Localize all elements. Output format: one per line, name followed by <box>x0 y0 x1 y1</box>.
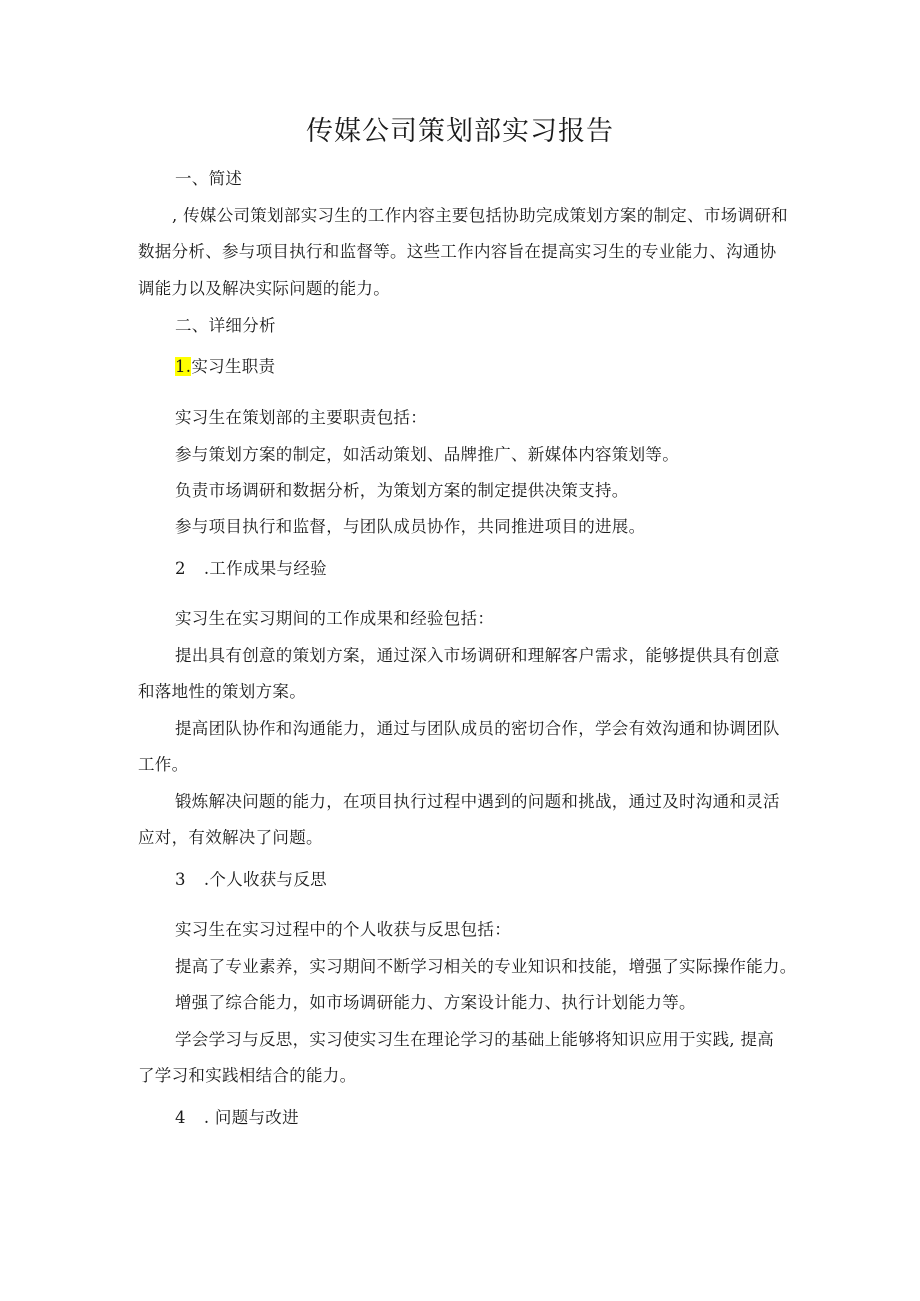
overview-line-2: 数据分析、参与项目执行和监督等。这些工作内容旨在提高实习生的专业能力、沟通协 <box>138 242 777 261</box>
subsection-4-heading <box>175 1106 299 1130</box>
overview-line-1: , 传媒公司策划部实习生的工作内容主要包括协助完成策划方案的制定、市场调研和 <box>172 206 788 225</box>
subsection-1-line-3: 参与项目执行和监督，与团队成员协作，共同推进项目的进展。 <box>175 517 646 536</box>
subsection-1-line-2: 负责市场调研和数据分析，为策划方案的制定提供决策支持。 <box>175 481 629 500</box>
subsection-4-title: . 问题与改进 <box>203 1108 299 1127</box>
analysis-heading: 二、详细分析 <box>175 316 276 335</box>
subsection-3-heading <box>175 868 327 892</box>
subsection-2-line-2: 和落地性的策划方案。 <box>138 682 306 701</box>
subsection-1-intro: 实习生在策划部的主要职责包括： <box>175 408 427 427</box>
subsection-2-line-1: 提出具有创意的策划方案，通过深入市场调研和理解客户需求，能够提供具有创意 <box>175 646 780 665</box>
subsection-1-line-1: 参与策划方案的制定，如活动策划、品牌推广、新媒体内容策划等。 <box>175 445 679 464</box>
subsection-4-number: 4 <box>175 1108 186 1127</box>
subsection-1-heading <box>175 355 275 379</box>
subsection-2-title: .工作成果与经验 <box>203 559 327 578</box>
overview-line-3: 调能力以及解决实际问题的能力。 <box>138 279 390 298</box>
subsection-3-line-1: 提高了专业素养，实习期间不断学习相关的专业知识和技能，增强了实际操作能力。 <box>175 957 797 976</box>
subsection-3-line-4: 了学习和实践相结合的能力。 <box>138 1066 357 1085</box>
subsection-1-title: 实习生职责 <box>191 357 276 376</box>
subsection-2-line-3: 提高团队协作和沟通能力，通过与团队成员的密切合作，学会有效沟通和协调团队 <box>175 719 780 738</box>
overview-heading: 一、简述 <box>175 169 243 188</box>
subsection-2-heading <box>175 557 327 581</box>
subsection-3-title: .个人收获与反思 <box>203 870 327 889</box>
subsection-3-line-3: 学会学习与反思，实习使实习生在理论学习的基础上能够将知识应用于实践, 提高 <box>175 1030 775 1049</box>
document-title: 传媒公司策划部实习报告 <box>306 116 614 147</box>
subsection-3-number: 3 <box>175 870 186 889</box>
subsection-2-line-5: 锻炼解决问题的能力，在项目执行过程中遇到的问题和挑战，通过及时沟通和灵活 <box>175 792 780 811</box>
subsection-3-intro: 实习生在实习过程中的个人收获与反思包括： <box>175 920 511 939</box>
subsection-2-line-6: 应对，有效解决了问题。 <box>138 828 323 847</box>
subsection-2-line-4: 工作。 <box>138 755 189 774</box>
subsection-1-number: 1. <box>175 357 192 376</box>
subsection-3-line-2: 增强了综合能力，如市场调研能力、方案设计能力、执行计划能力等。 <box>175 993 696 1012</box>
subsection-2-intro: 实习生在实习期间的工作成果和经验包括： <box>175 609 495 628</box>
subsection-2-number: 2 <box>175 559 186 578</box>
